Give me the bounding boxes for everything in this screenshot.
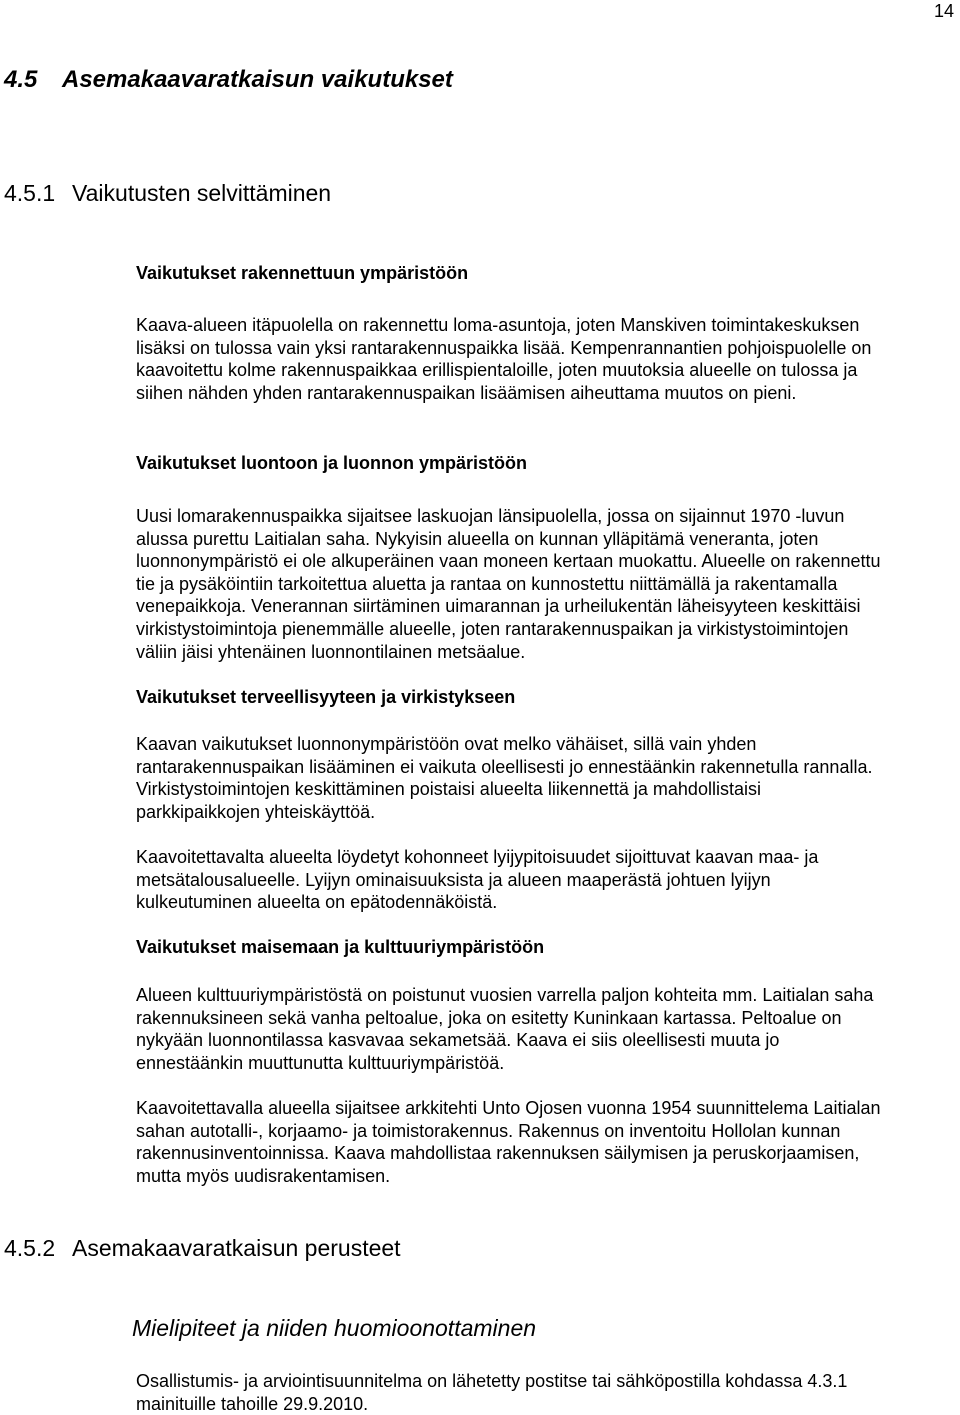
subsection-number-1: 4.5.1: [4, 180, 56, 206]
paragraph: [136, 505, 960, 663]
topic-heading-nature: Vaikutukset luontoon ja luonnon ympäristöön: [136, 453, 528, 473]
paragraph: [136, 1097, 960, 1187]
section-number: 4.5: [4, 66, 38, 93]
topic-heading-landscape: Vaikutukset maisemaan ja kulttuuriympäristöön: [136, 937, 545, 957]
section-heading: [4, 66, 453, 94]
subsection-title-1: Vaikutusten selvittäminen: [72, 180, 332, 206]
text-line: metsätalousalueelle. Lyijyn ominaisuuksista ja alueen maaperästä johtuen lyijyn: [136, 869, 771, 890]
section-title: Asemakaavaratkaisun vaikutukset: [62, 66, 453, 93]
paragraph: [136, 984, 960, 1074]
text-line: mutta myös uudisrakentamisen.: [136, 1165, 391, 1186]
text-line: Kaava-alueen itäpuolella on rakennettu loma-asuntoja, joten Manskiven toimintakeskuksen: [136, 315, 860, 335]
text-line: Osallistumis- ja arviointisuunnitelma on lähetetty postitse tai sähköpostilla kohdassa 4.3.1: [136, 1371, 848, 1391]
paragraph: [136, 314, 960, 404]
text-line: rakennusinventoinnissa. Kaava mahdollistaa rakennuksen säilymisen ja peruskorjaamisen,: [136, 1143, 860, 1164]
paragraph: [136, 846, 960, 914]
paragraph: [136, 1370, 960, 1415]
text-line: kulkeutuminen alueelta on epätodennäköistä.: [136, 892, 498, 913]
text-line: sahan autotalli-, korjaamo- ja toimistorakennus. Rakennus on inventoitu Hollolan kunnan: [136, 1120, 841, 1141]
text-line: lisäksi on tulossa vain yksi rantarakennuspaikka lisää. Kempenrannantien pohjoispuolelle on: [136, 337, 872, 358]
text-line: nykyään luonnontilassa kasvavaa sekametsää. Kaava ei siis oleellisesti muuta jo: [136, 1030, 780, 1051]
text-line: mainituille tahoille 29.9.2010.: [136, 1393, 369, 1414]
subsection-heading-2: [4, 1235, 401, 1262]
text-line: rantarakennuspaikan lisääminen ei vaikuta oleellisesti jo ennestäänkin rakennetulla rannalla.: [136, 756, 873, 777]
opinions-heading: Mielipiteet ja niiden huomioonottaminen: [132, 1315, 537, 1341]
text-line: Virkistystoimintojen keskittäminen poistaisi alueelta liikennettä ja mahdollistaisi: [136, 779, 761, 800]
text-line: alussa purettu Laitialan saha. Nykyisin alueella on kunnan ylläpitämä veneranta, joten: [136, 528, 819, 549]
text-line: luonnonympäristö ei ole alkuperäinen vaan moneen kertaan muokattu. Alueelle on rakennettu: [136, 551, 881, 572]
subsection-title-2: Asemakaavaratkaisun perusteet: [72, 1235, 401, 1261]
subsection-number-2: 4.5.2: [4, 1235, 56, 1261]
topic-heading-built-environment: Vaikutukset rakennettuun ympäristöön: [136, 263, 469, 283]
page-number: 14: [934, 1, 955, 21]
topic-heading-health: Vaikutukset terveellisyyteen ja virkistykseen: [136, 687, 516, 707]
text-line: tie ja pysäköintiin tarkoitettua aluetta ja rantaa on kunnostettu niittämällä ja rakentamalla: [136, 573, 838, 594]
text-line: rakennuksineen sekä vanha peltoalue, joka on esitetty Kuninkaan kartassa. Peltoalue on: [136, 1007, 842, 1028]
text-line: ennestäänkin muuttunutta kulttuuriympäristöä.: [136, 1052, 505, 1073]
paragraph: [136, 733, 960, 823]
subsection-heading-1: [4, 180, 331, 207]
text-line: siihen nähden yhden rantarakennuspaikan lisäämisen aiheuttama muutos on pieni.: [136, 382, 797, 403]
text-line: virkistystoimintoja pienemmälle alueelle, joten rantarakennuspaikan ja virkistystoimintojen: [136, 618, 849, 639]
text-line: parkkipaikkojen yhteiskäyttöä.: [136, 801, 376, 822]
text-line: väliin jäisi yhtenäinen luonnontilainen metsäalue.: [136, 641, 526, 662]
text-line: Kaavoitettavalla alueella sijaitsee arkkitehti Unto Ojosen vuonna 1954 suunnittelema Laitialan: [136, 1098, 881, 1118]
text-line: Kaavan vaikutukset luonnonympäristöön ovat melko vähäiset, sillä vain yhden: [136, 734, 757, 754]
text-line: Alueen kulttuuriympäristöstä on poistunut vuosien varrella paljon kohteita mm. Laitialan saha: [136, 985, 874, 1005]
text-line: Kaavoitettavalta alueelta löydetyt kohonneet lyijypitoisuudet sijoittuvat kaavan maa- ja: [136, 847, 819, 867]
text-line: venepaikkoja. Venerannan siirtäminen uimarannan ja urheilukentän läheisyyteen keskittäisi: [136, 596, 861, 617]
text-line: kaavoitettu kolme rakennuspaikkaa erillispientaloille, joten muutoksia alueelle on tulossa ja: [136, 360, 858, 381]
text-line: Uusi lomarakennuspaikka sijaitsee laskuojan länsipuolella, jossa on sijainnut 1970 -luvun: [136, 506, 845, 526]
